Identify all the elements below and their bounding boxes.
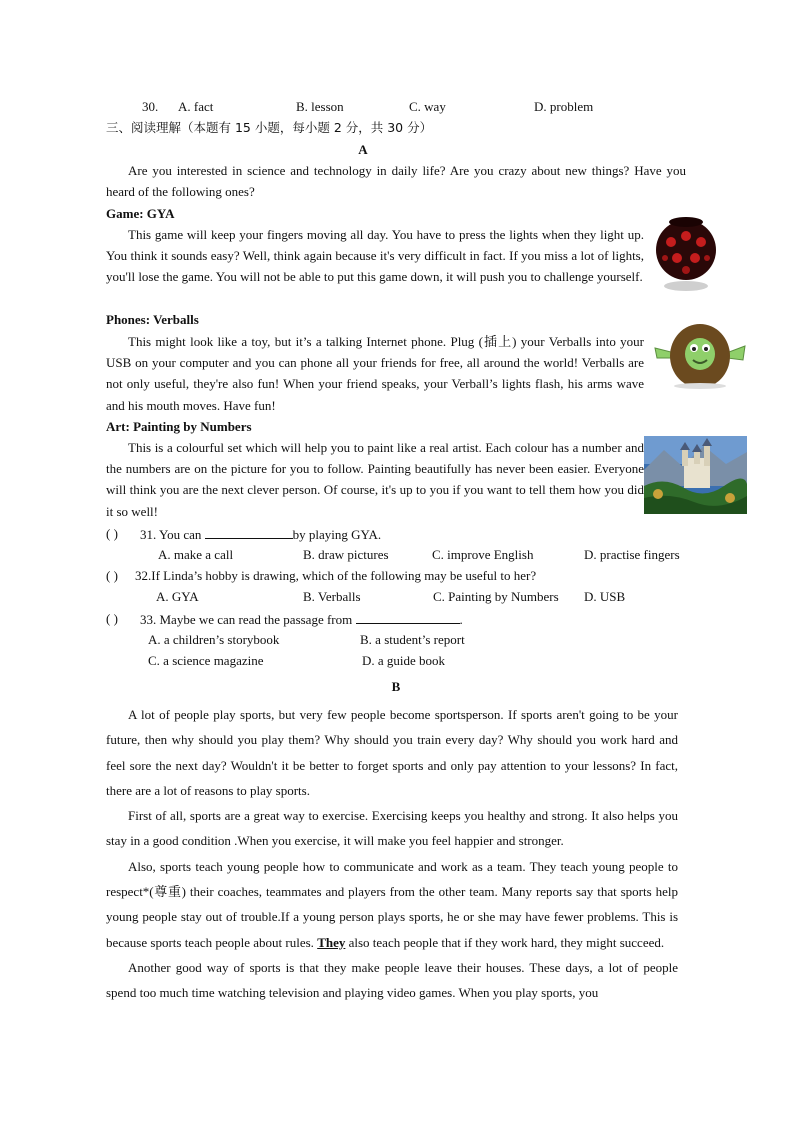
q31-paren: ( ) — [106, 526, 118, 541]
q31-option-c: C. improve English — [432, 547, 534, 562]
passage-b-paragraph-4: Another good way of sports is that they make people leave their houses. These days, a lot of people spend too much time watching television and playing video games. When you play sports, you — [106, 959, 678, 1001]
section-title: 三、阅读理解（本题有 15 小题，每小题 2 分，共 30 分） — [106, 120, 433, 135]
q33-option-c: C. a science magazine — [148, 653, 264, 668]
q31-option-a: A. make a call — [158, 547, 234, 562]
p3-text-before: Also, sports teach young people how to communicate and work as a team. They teach young people to respect*(尊重) their coaches, teammates and players from the other team. Many reports say that sports help young people stay out of trouble.If a young person plays sports, he or she may have fewer problems. This is because sports teach people about rules. — [106, 858, 678, 950]
gya-game-image — [655, 212, 717, 292]
q32-paren: ( ) — [106, 568, 118, 583]
q31-stem-after: by playing GYA. — [292, 527, 382, 542]
q32-option-c: C. Painting by Numbers — [433, 589, 559, 604]
q30-option-a: A. fact — [178, 99, 214, 114]
verballs-phone-image — [653, 318, 747, 390]
q31-stem-before: 31. You can — [140, 527, 202, 542]
passage-a-intro — [106, 160, 686, 202]
gya-paragraph — [106, 224, 644, 288]
passage-b-label: B — [391, 679, 401, 694]
intro-text: Are you interested in science and technology in daily life? Are you crazy about new things? Have you heard of the following ones? — [106, 163, 686, 200]
q31-stem — [140, 526, 381, 543]
q33-paren: ( ) — [106, 611, 118, 626]
verballs-text: This might look like a toy, but it’s a talking Internet phone. Plug (插上) your Verballs into your USB on your computer and you can phone all your friends for free, all around the world! Verballs are not only useful, they're also fun! When your friend speaks, your Verball’s lights flash, his arms wave and his mouth moves. Have fun! — [106, 334, 644, 413]
q33-option-b: B. a student’s report — [360, 632, 465, 647]
q33-option-a: A. a children’s storybook — [148, 632, 280, 647]
q32-option-a: A. GYA — [156, 589, 199, 604]
q31-option-b: B. draw pictures — [303, 547, 389, 562]
p3-text-after: also teach people that if they work hard, they might succeed. — [348, 934, 665, 950]
q30-option-b: B. lesson — [296, 99, 344, 114]
painting-text: This is a colourful set which will help you to paint like a real artist. Each colour has a number and the numbers are on the picture for you to follow. Painting beautifully has never been easier. Everyone will think you are the next clever person. Of course, it's up to you if you want to tell them how you did it so well! — [106, 440, 644, 519]
q30-option-d: D. problem — [534, 99, 594, 114]
q32-stem: 32.If Linda’s hobby is drawing, which of the following may be useful to her? — [135, 568, 537, 583]
gya-heading: Game: GYA — [106, 206, 175, 221]
painting-paragraph — [106, 437, 644, 522]
q33-stem-before: 33. Maybe we can read the passage from — [140, 612, 353, 627]
verballs-heading: Phones: Verballs — [106, 312, 199, 327]
passage-b-body — [106, 702, 678, 1006]
q33-answer-blank[interactable] — [356, 611, 460, 624]
q33-stem — [140, 611, 463, 628]
q32-option-d: D. USB — [584, 589, 626, 604]
q31-option-d: D. practise fingers — [584, 547, 680, 562]
q33-option-d: D. a guide book — [362, 653, 446, 668]
underlined-word-they: They — [317, 934, 346, 950]
passage-b-paragraph-1: A lot of people play sports, but very few people become sportsperson. If sports aren't going to be your future, then why should you play them? Why should you train every day? Why should you work hard and feel sore the next day? Wouldn't it be better to forget sports and only pay attention to your lessons? In fact, there are a lot of reasons to play sports. — [106, 707, 678, 798]
q31-answer-blank[interactable] — [205, 526, 293, 539]
q32-option-b: B. Verballs — [303, 589, 361, 604]
painting-by-numbers-image — [644, 436, 747, 514]
passage-b-paragraph-3 — [106, 854, 678, 955]
q33-stem-after: . — [459, 612, 463, 627]
q30-option-c: C. way — [409, 99, 446, 114]
q30-number: 30. — [142, 99, 159, 114]
painting-heading: Art: Painting by Numbers — [106, 419, 252, 434]
passage-b-paragraph-2: First of all, sports are a great way to exercise. Exercising keeps you healthy and strong. It also helps you stay in a good condition .When you exercise, it will make you feel happier and stronger. — [106, 808, 678, 849]
passage-a-label: A — [358, 142, 368, 157]
gya-text: This game will keep your fingers moving all day. You have to press the lights when they light up. You think it sounds easy? Well, think again because it's very difficult in fact. If you miss a lot of lights, you'll lose the game. You will not be able to put this game down, it will push you to challenge yourself. — [106, 227, 644, 285]
verballs-paragraph — [106, 331, 644, 416]
